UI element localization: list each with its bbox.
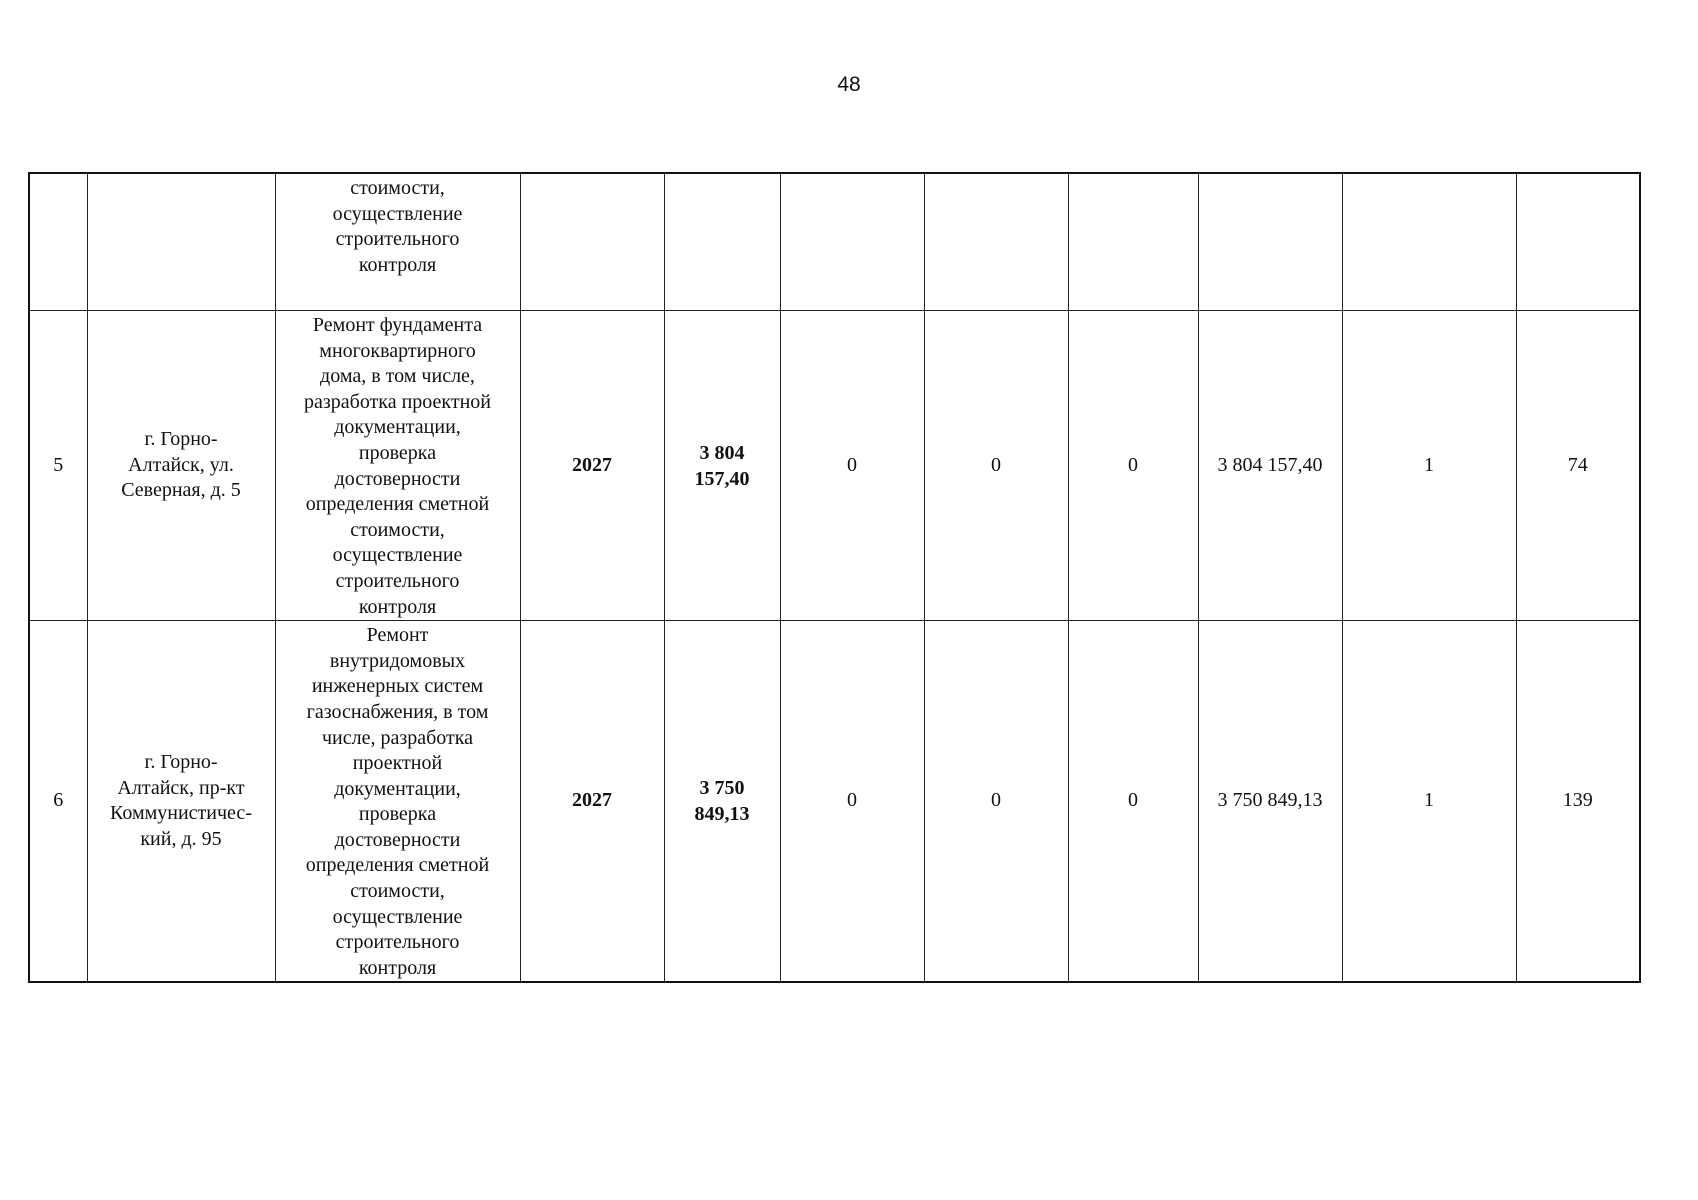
- cell-total: [664, 173, 780, 311]
- work-line: дома, в том числе,: [320, 365, 475, 388]
- cell-col-a: 0: [780, 311, 924, 621]
- work-line: газоснабжения, в том: [306, 700, 489, 723]
- cell-num: 6: [29, 621, 87, 983]
- work-line: разработка проектной: [303, 390, 492, 413]
- work-line: проверка: [358, 803, 437, 826]
- work-line: числе, разработка: [321, 726, 474, 749]
- work-line: стоимости,: [350, 518, 445, 541]
- work-line: определения сметной: [305, 493, 490, 516]
- work-line: инженерных систем: [311, 675, 484, 698]
- cell-address: [87, 173, 275, 311]
- address-line: Алтайск, ул.: [128, 453, 234, 476]
- work-line: достоверности: [334, 467, 461, 490]
- cell-col-b: [924, 173, 1068, 311]
- cell-col-c: 0: [1068, 311, 1198, 621]
- address-line: Коммунистичес-: [110, 802, 252, 825]
- work-line: внутридомовых: [329, 649, 466, 672]
- cell-count: [1342, 173, 1516, 311]
- work-line: строительного: [335, 228, 460, 251]
- cell-num: 5: [29, 311, 87, 621]
- cell-owner-funds: 3 804 157,40: [1198, 311, 1342, 621]
- repair-program-table: [28, 172, 1641, 983]
- cell-col-c: 0: [1068, 621, 1198, 983]
- table-row-continuation: [29, 173, 1640, 311]
- cell-address: [87, 621, 275, 983]
- work-line: стоимости,: [350, 880, 445, 903]
- table-row: [29, 621, 1640, 983]
- work-line: осуществление: [332, 905, 463, 928]
- work-line: проверка: [358, 441, 437, 464]
- work-line: строительного: [335, 569, 460, 592]
- work-line: контроля: [358, 956, 437, 979]
- cell-col-a: [780, 173, 924, 311]
- cell-count: 1: [1342, 311, 1516, 621]
- work-line: многоквартирного: [319, 339, 476, 362]
- address-line: Алтайск, пр-кт: [117, 776, 245, 799]
- cell-work-type: [275, 621, 520, 983]
- work-line: осуществление: [332, 544, 463, 567]
- cell-year: 2027: [520, 621, 664, 983]
- cell-num: [29, 173, 87, 311]
- work-line: Ремонт фундамента: [312, 314, 483, 336]
- work-line: Ремонт: [366, 624, 429, 647]
- cell-total: [664, 621, 780, 983]
- work-line: проектной: [352, 752, 443, 775]
- total-line: 3 804: [699, 441, 745, 464]
- work-line: определения сметной: [305, 854, 490, 877]
- cell-year: [520, 173, 664, 311]
- page-number: 48: [837, 73, 861, 96]
- work-line: документации,: [334, 777, 461, 800]
- work-line: осуществление: [332, 202, 463, 225]
- address-line: Северная, д. 5: [121, 479, 241, 502]
- total-line: 157,40: [694, 467, 750, 490]
- work-line: контроля: [358, 595, 437, 618]
- cell-last: [1516, 173, 1640, 311]
- cell-col-c: [1068, 173, 1198, 311]
- work-line: стоимости,: [350, 177, 445, 199]
- cell-col-b: 0: [924, 311, 1068, 621]
- cell-total: [664, 311, 780, 621]
- cell-year: 2027: [520, 311, 664, 621]
- cell-count: 1: [1342, 621, 1516, 983]
- cell-last: 74: [1516, 311, 1640, 621]
- address-line: г. Горно-: [144, 428, 218, 451]
- work-line: контроля: [358, 253, 437, 276]
- address-line: г. Горно-: [144, 751, 218, 774]
- work-line: документации,: [334, 416, 461, 439]
- address-line: кий, д. 95: [140, 827, 222, 850]
- cell-owner-funds: [1198, 173, 1342, 311]
- work-line: достоверности: [334, 828, 461, 851]
- cell-address: [87, 311, 275, 621]
- total-line: 3 750: [699, 777, 745, 800]
- cell-col-b: 0: [924, 621, 1068, 983]
- cell-work-type: [275, 173, 520, 311]
- cell-col-a: 0: [780, 621, 924, 983]
- total-line: 849,13: [694, 803, 750, 826]
- table-row: [29, 311, 1640, 621]
- cell-last: 139: [1516, 621, 1640, 983]
- cell-owner-funds: 3 750 849,13: [1198, 621, 1342, 983]
- cell-work-type: [275, 311, 520, 621]
- work-line: строительного: [335, 931, 460, 954]
